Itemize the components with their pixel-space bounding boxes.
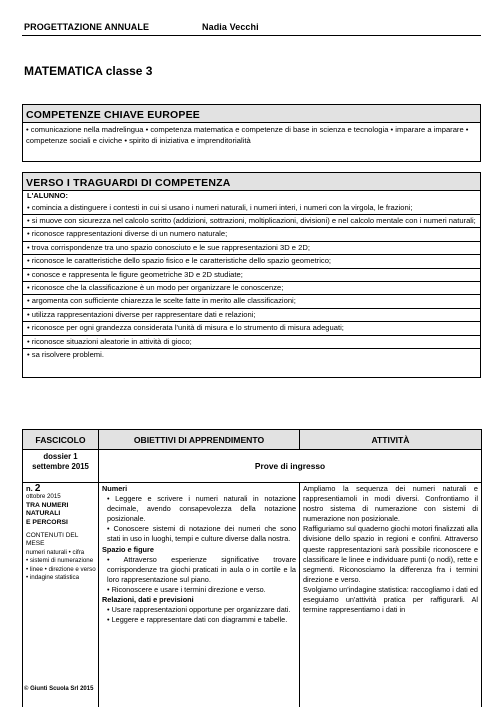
- traguardo-item: • riconosce rappresentazioni diverse di un numero naturale;: [23, 228, 480, 241]
- table-row: [23, 450, 482, 483]
- fascicolo-number: [26, 485, 96, 493]
- attivita-cell: [300, 483, 482, 707]
- traguardo-item: • utilizza rappresentazioni diverse per rappresentare dati e relazioni;: [23, 309, 480, 322]
- fascicolo-n-value: 2: [34, 483, 41, 494]
- contenuti-title: CONTENUTI DEL MESE: [26, 532, 79, 548]
- competenze-box: [22, 104, 481, 162]
- traguardi-list: [23, 191, 480, 361]
- obiettivo-item: • Riconoscere e usare i termini direzione e verso.: [107, 584, 266, 594]
- fascicolo-cell: [23, 483, 99, 707]
- dossier-date: settembre 2015: [32, 462, 89, 471]
- traguardi-box: [22, 172, 481, 378]
- obiettivo-item: • Usare rappresentazioni opportune per organizzare dati.: [107, 605, 291, 615]
- attivita-paragraph: Raffiguriamo sul quaderno giochi motori finalizzati alla divisione dello spazio in regioni e confini. Attraverso queste rappresentazioni sarà possibile riconoscere e classificare le linee e individuare punti (o nodi), rette e segmenti. Riconosciamo la differenza fra i termini direzione e verso.: [303, 524, 478, 584]
- traguardi-intro: L'ALUNNO:: [27, 191, 68, 200]
- contenuti-item: numeri naturali • cifra: [26, 548, 85, 556]
- copyright-footer: © Giunti Scuola Srl 2015: [24, 686, 94, 692]
- prove-ingresso: Prove di ingresso: [99, 450, 482, 483]
- fascicolo-title-line: E PERCORSI: [26, 518, 68, 526]
- traguardo-item: • riconosce per ogni grandezza considerata l'unità di misura e lo strumento di misura adeguati;: [23, 322, 480, 335]
- fascicolo-n-label: n.: [26, 484, 33, 493]
- traguardo-item: • trova corrispondenze tra uno spazio conosciuto e le sue rappresentazioni 3D e 2D;: [23, 242, 480, 255]
- program-title: PROGETTAZIONE ANNUALE: [24, 22, 150, 32]
- contenuti-item: • indagine statistica: [26, 574, 80, 582]
- traguardo-item: • argomenta con sufficiente chiarezza le scelte fatte in merito alle classificazioni;: [23, 295, 480, 308]
- contenuti-item: • sistemi di numerazione • linee • direzione e verso: [26, 557, 96, 573]
- header-attivita: ATTIVITÀ: [300, 430, 482, 450]
- traguardo-item: • si muove con sicurezza nel calcolo scritto (addizioni, sottrazioni, moltiplicazioni, divisioni) e nel calcolo mentale con i numeri naturali;: [23, 215, 480, 228]
- traguardo-item: • comincia a distinguere i contesti in cui si usano i numeri naturali, i numeri interi, i numeri con la virgola, le frazioni;: [23, 202, 480, 215]
- fascicolo-date: ottobre 2015: [26, 493, 61, 501]
- obiettivo-item: • Conoscere sistemi di notazione dei numeri che sono stati in uso in luoghi, tempi e culture diverse dalla nostra.: [107, 524, 296, 544]
- attivita-paragraph: Ampliamo la sequenza dei numeri naturali e rappresentiamoli in modi diversi. Confrontiamo il nostro sistema di numerazione con sistemi di numerazione non posizionale.: [303, 484, 478, 524]
- attivita-paragraph: Svolgiamo un'indagine statistica: raccogliamo i dati ed eseguiamo un'attività pratica per raffigurarli. Al termine rappresentiamo i dati in: [303, 584, 478, 615]
- header-obiettivi: OBIETTIVI DI APPRENDIMENTO: [99, 430, 300, 450]
- obiettivo-item: • Leggere e scrivere i numeri naturali in notazione decimale, avendo consapevolezza della notazione posizionale.: [107, 494, 296, 524]
- traguardo-item: • riconosce situazioni aleatorie in attività di gioco;: [23, 336, 480, 349]
- fascicolo-title-line: NATURALI: [26, 510, 61, 518]
- author-name: Nadia Vecchi: [202, 22, 259, 32]
- dossier-cell: [23, 450, 99, 483]
- obiettivo-item: • Attraverso esperienze significative trovare corrispondenze tra giochi praticati in aula o in cortile e la loro rappresentazione sul piano.: [107, 554, 296, 584]
- competenze-text: • comunicazione nella madrelingua • competenza matematica e competenze di base in scienza e tecnologia • imparare a imparare • competenze sociali e civiche • spirito di iniziativa e imprenditorialità: [26, 125, 469, 146]
- obiettivi-section-title: Spazio e figure: [102, 544, 154, 554]
- obiettivi-cell: [99, 483, 300, 707]
- competenze-title: COMPETENZE CHIAVE EUROPEE: [23, 105, 480, 123]
- planning-table: [22, 429, 482, 707]
- traguardo-item: • conosce e rappresenta le figure geometriche 3D e 2D studiate;: [23, 269, 480, 282]
- dossier-number: dossier 1: [43, 452, 78, 461]
- obiettivo-item: • Leggere e rappresentare dati con diagrammi e tabelle.: [107, 615, 288, 625]
- obiettivi-section-title: Relazioni, dati e previsioni: [102, 595, 194, 605]
- header-fascicolo: FASCICOLO: [23, 430, 99, 450]
- traguardo-item: • sa risolvere problemi.: [27, 349, 104, 359]
- subject-title: MATEMATICA classe 3: [24, 64, 153, 78]
- traguardi-title: VERSO I TRAGUARDI DI COMPETENZA: [23, 173, 480, 191]
- page-header: [24, 22, 259, 32]
- header-divider: [22, 35, 481, 36]
- traguardo-item: • riconosce le caratteristiche dello spazio fisico e le caratteristiche dello spazio geometrico;: [23, 255, 480, 268]
- traguardo-item: • riconosce che la classificazione è un modo per organizzare le conoscenze;: [23, 282, 480, 295]
- table-row: [23, 483, 482, 707]
- obiettivi-section-title: Numeri: [102, 484, 128, 493]
- table-header-row: [23, 430, 482, 450]
- fascicolo-title-line: TRA NUMERI: [26, 501, 69, 509]
